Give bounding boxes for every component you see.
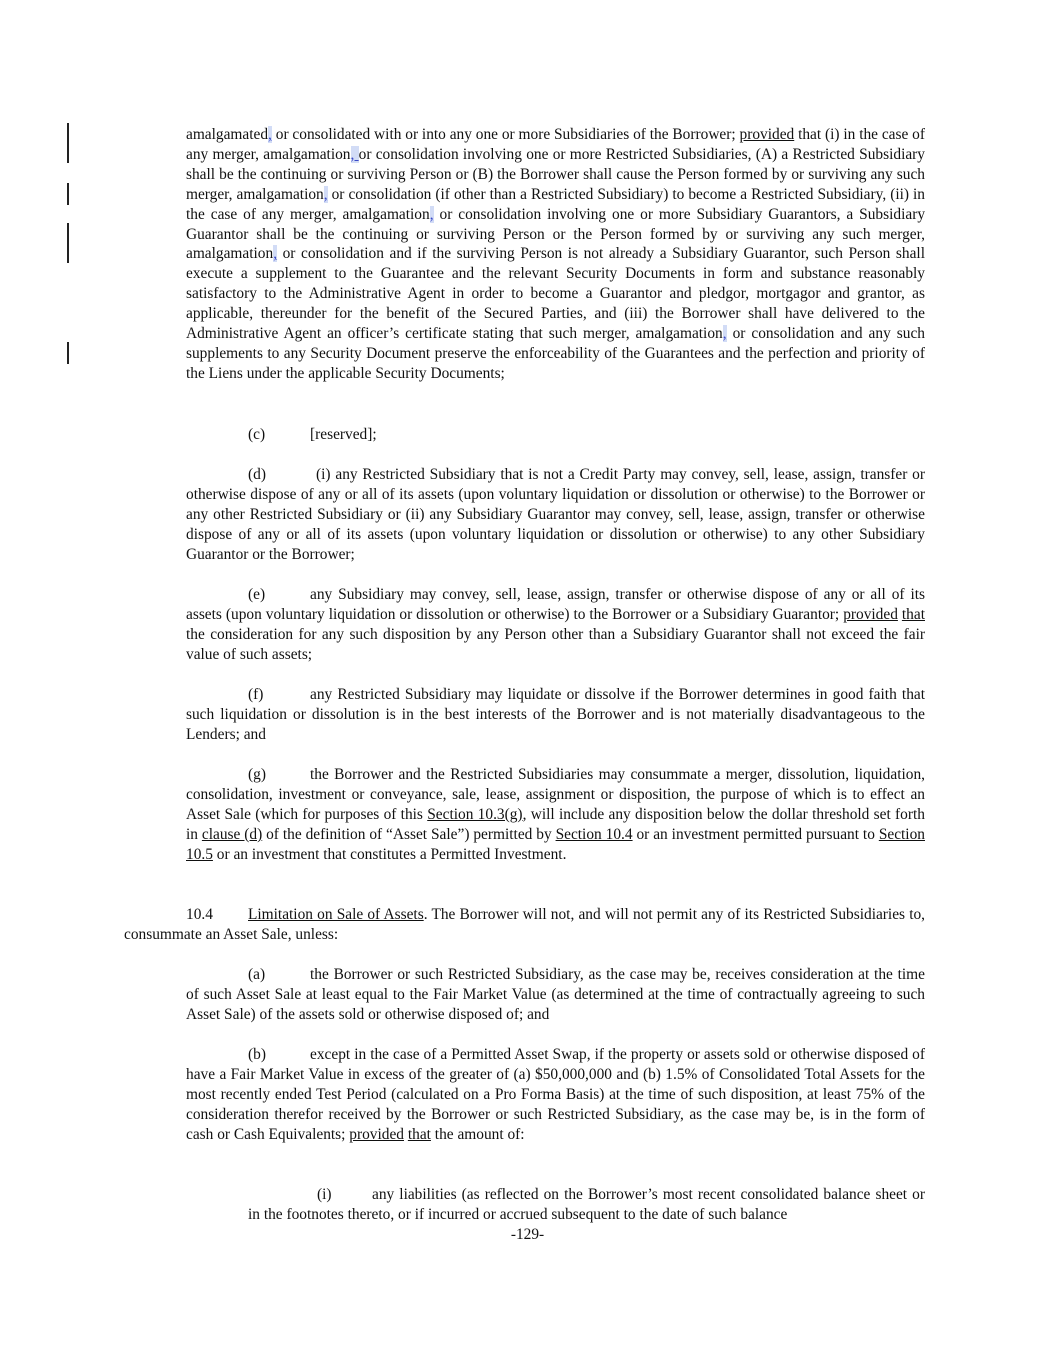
clause-c: (c) [reserved];: [248, 426, 377, 443]
clause-g: (g) the Borrower and the Restricted Subsidiaries may consummate a merger, dissolution, liquidation, consolidation, investment or conveyance, sale, lease, assignment or disposition, the purpose of which is to effect an Asset Sale (which for purposes of this Section 10.3(g), will include any disposition below the dollar threshold set forth in clause (d) of the definition of “Asset Sale”) permitted by Section 10.4 or an investment permitted pursuant to Section 10.5 or an investment that constitutes a Permitted Investment.: [186, 766, 925, 863]
clause-f: (f) any Restricted Subsidiary may liquidate or dissolve if the Borrower determines in good faith that such liquidation or dissolution is in the best interests of the Borrower and is not materially disadvantageous to the Lenders; and: [186, 686, 925, 743]
subclause-i: (i) any liabilities (as reflected on the Borrower’s most recent consolidated balance sheet or in the footnotes thereto, or if incurred or accrued subsequent to the date of such balance: [248, 1186, 925, 1223]
section-title: Limitation on Sale of Assets: [248, 906, 424, 923]
revision-change-bar: [67, 223, 69, 263]
inserted-comma-mark: ,: [273, 245, 278, 263]
section-number: 10.4: [186, 906, 213, 923]
inserted-comma-mark: ,: [722, 325, 727, 343]
revision-change-bar: [67, 123, 69, 163]
clause-a: (a) the Borrower or such Restricted Subsidiary, as the case may be, receives consideration at the time of such Asset Sale at least equal to the Fair Market Value (as determined at the time of contractually agreeing to such Asset Sale) of the assets sold or otherwise disposed of; and: [186, 966, 925, 1023]
clause-label: (b): [248, 1046, 266, 1063]
clause-label: (c): [248, 426, 266, 443]
clause-d: (d) (i) any Restricted Subsidiary that is not a Credit Party may convey, sell, lease, assign, transfer or otherwise dispose of any or all of its assets (upon voluntary liquidation or dissolution or otherwise) to the Borrower or any other Restricted Subsidiary or (ii) any Subsidiary Guarantor may convey, sell, lease, assign, transfer or otherwise dispose of any or all of its assets (upon voluntary liquidation or dissolution or otherwise) to any other Subsidiary Guarantor or the Borrower;: [186, 466, 925, 563]
clause-label: (i): [317, 1186, 332, 1203]
section-reference: Section 10.5: [186, 825, 925, 863]
provided-term: provided: [349, 1125, 404, 1143]
inserted-comma-mark: ,: [429, 205, 434, 223]
clause-label: (d): [248, 466, 266, 483]
clause-b: (b) except in the case of a Permitted Asset Swap, if the property or assets sold or otherwise disposed of have a Fair Market Value in excess of the greater of (a) $50,000,000 and (b) 1.5% of Consolidated Total Assets for the most recently ended Test Period (calculated on a Pro Forma Basis) at the time of such disposition, at least 75% of the consideration therefor received by the Borrower or such Restricted Subsidiary, as the case may be, is in the form of cash or Cash Equivalents; provided that the amount of:: [186, 1046, 925, 1143]
revision-change-bar: [67, 183, 69, 205]
section-10-4: 10.4 Limitation on Sale of Assets. The Borrower will not, and will not permit any of its Restricted Subsidiaries to, consummate an Asset Sale, unless:: [124, 906, 926, 943]
provided-term: provided: [843, 605, 898, 623]
clause-e: (e) any Subsidiary may convey, sell, lease, assign, transfer or otherwise dispose of any or all of its assets (upon voluntary liquidation or dissolution or otherwise) to the Borrower or a Subsidiary Guarantor; provided that the consideration for any such disposition by any Person other than a Subsidiary Guarantor shall not exceed the fair value of such assets;: [186, 586, 925, 663]
clause-label: (f): [248, 686, 264, 703]
section-reference: Section 10.3(g): [427, 805, 523, 823]
clause-reference: clause (d): [201, 825, 263, 843]
inserted-comma-mark: ,: [268, 126, 272, 143]
paragraph-merger-continuation: amalgamated, or consolidated with or into any one or more Subsidiaries of the Borrower; provided that (i) in the case of any merger, amalgamation, or consolidation involving one or more Restricted Subsidiaries, (A) a Restricted Subsidiary shall be the continuing or surviving Person or (B) the Borrower shall cause the Person formed by or surviving any such merger, amalgamation, or consolidation (if other than a Restricted Subsidiary) to become a Restricted Subsidiary, (ii) in the case of any merger, amalgamation, or consolidation involving one or more Subsidiary Guarantors, a Subsidiary Guarantor shall be the continuing or surviving Person or the Person formed by or surviving any such merger, amalgamation, or consolidation and if the surviving Person is not already a Subsidiary Guarantor, such Person shall execute a supplement to the Guarantee and the relevant Security Documents in form and substance reasonably satisfactory to the Administrative Agent in order to become a Guarantor and pledgor, mortgagor and grantor, as applicable, thereunder for the benefit of the Secured Parties, and (iii) the Borrower shall have delivered to the Administrative Agent an officer’s certificate stating that such merger, amalgamation, or consolidation and any such supplements to any Security Document preserve the enforceability of the Guarantees and the perfection and priority of the Liens under the applicable Security Documents;: [186, 126, 926, 382]
page-number: -129-: [510, 1226, 545, 1243]
section-reference: Section 10.4: [555, 825, 633, 843]
inserted-comma-mark: ,: [350, 145, 359, 163]
clause-label: (a): [248, 966, 266, 983]
provided-term: provided: [739, 126, 795, 143]
clause-label: (g): [248, 766, 266, 783]
clause-label: (e): [248, 586, 266, 603]
that-term: that: [407, 1125, 431, 1143]
inserted-comma-mark: ,: [323, 185, 328, 203]
revision-change-bar: [67, 342, 69, 364]
that-term: that: [901, 605, 925, 623]
